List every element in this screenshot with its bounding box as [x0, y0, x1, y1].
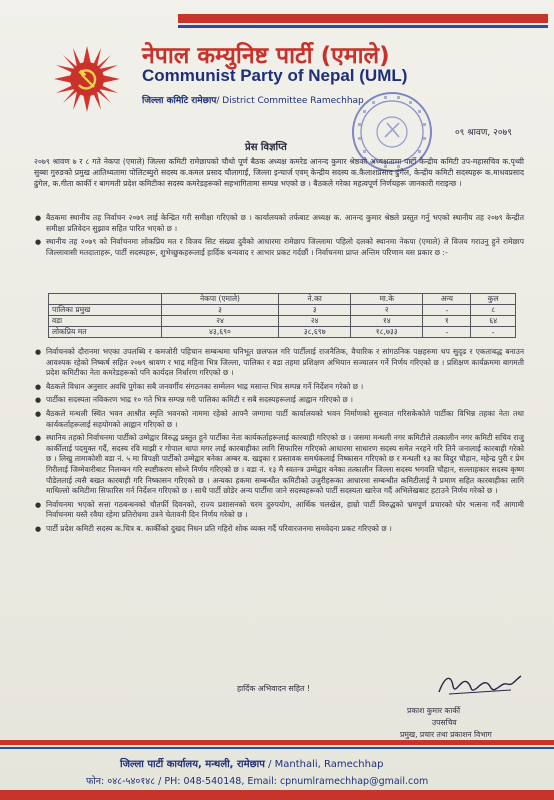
table-cell: वडा	[49, 316, 162, 327]
office-address	[120, 756, 383, 770]
list-item: ● बैठकले मन्थली स्थित भवन आश्रीत स्मृति भवनको नाममा रहेको आफ्नै जग्गामा पार्टी कार्यालयको भवन निर्माणको सुरुवात गरिसकेकोले पार्टीका विभिन्न तहका नेता तथा कार्यकर्ताहरूलाई सहयोगको आह्वान गरिएको छ ।	[46, 409, 524, 430]
list-item: ● पार्टी प्रदेश कमिटी सदस्य क.चित्र ब. कार्कीको दुखद निधन प्रति गहिरो शोक व्यक्त गर्दै परिवारजनमा समवेदना प्रकट गरिएको छ ।	[46, 524, 524, 535]
table-cell: १८,७३३	[351, 327, 423, 338]
footer-blue-stripe	[0, 747, 554, 749]
table-cell: -	[471, 327, 516, 338]
office-address-english: / Manthali, Ramechhap	[264, 759, 384, 770]
table-row	[49, 327, 516, 338]
table-header-cell: मा.के	[351, 294, 423, 305]
table-header-cell: कुल	[471, 294, 516, 305]
header-red-stripe	[178, 14, 548, 23]
table-header-cell: ने.का	[279, 294, 351, 305]
district-name-english: / District Committee Ramechhap	[216, 96, 364, 106]
signer-department: प्रमुख, प्रचार तथा प्रकाशन विभाग	[400, 730, 492, 739]
list-item: ● स्थानिय तहको निर्वाचनमा पार्टीको उम्मेद्वार विरुद्ध प्रस्तुत हुने पार्टीका नेता कार्यकर्ताहरूलाई कारबाही गरिएको छ । जसमा मन्थली नगर कमिटीले तत्कालीन नगर कमिटी सचिव राजु कार्कीलाई पदमुक्त गर्दै, सदस्य रवि माझी र गोपाल थापा मगर लाई कारबाहीका लागि सिफारिस गरिएको आधारमा साधारण सदस्य समेत नरहने गरि तिनै जनालाई कारबाही गरेको छ । लिखु तामाकोशी वडा नं. ५ मा विपक्षी पार्टीको उम्मेद्वार बनेका अम्बर ब. खड्का र प्रस्तावक समर्थकलाई निष्कासन गरिएको छ र मन्थली १३ का विदुर चौहान, महेन्द्र पुरी र प्रेम गिरीलाई जिम्मेवारीबाट निलम्बन गरि स्पष्टीकरण सोध्ने निर्णय गरिएको छ । वडा नं. १३ मै स्वतन्त्र उम्मेद्वार बनेका तत्कालीन जिल्ला सदस्य भगवति चौहान, सल्लाहकार सदस्य कृष्ण पौडेललाई त्यसै बखत कारबाही गरि निष्कासन गरिएको छ । अन्यका हकमा सम्बन्धीत कमिटीको उजुरीहरूका आधारमा सम्बन्धीत कमिटीलाई नै प्रमाण सहित कारबाहीका लागि माथिल्लो कमिटीमा सिफारिस गर्न निर्देशन गरिएको छ । साथै पार्टी छोडेर अन्य पार्टीमा जाने सदस्यहरूको पार्टी सदस्यता खारेज गर्दै अभिलेखबाट हटाउने निर्णय गरेको छ ।	[46, 433, 524, 497]
footer-red-stripe	[0, 740, 554, 745]
table-header-row	[49, 294, 516, 305]
page-title: प्रेस विज्ञप्ति	[245, 142, 287, 153]
list-item: ● पार्टीका सदस्यता नविकरण भाद्र १० गते भित्र सम्पन्न गरी पालिका कमिटी र सबै सदस्यहरूलाई आह्वान गरिएको छ ।	[46, 395, 524, 406]
list-item: ● निर्वाचनको दौरानमा भएका उपलब्धि र कमजोरी पहिचान सम्बन्धमा घनिभूत छलफल गरि पार्टीलाई राजनैतिक, वैचारिक र सांगठनिक पक्षहरुमा थप सुदृढ र एकताबद्ध बनाउन आवश्यक रहेको निष्कर्ष सहित २०७९ श्रावण र भाद्र महिना भित्र जिल्ला, पालिका र वडा तहमा प्रशिक्षण अभियान सञ्चालन गर्ने निर्णय गरिएको छ । प्रशिक्षण कार्यक्रममा बागमती प्रदेश कमिटीका नेता कमरेडहरूको पनि कार्यदल निर्धारण गरिएको छ ।	[46, 347, 524, 379]
release-date: ०९ श्रावण, २०७९	[455, 128, 512, 138]
table-cell: -	[423, 327, 471, 338]
header-blue-stripe	[178, 25, 548, 28]
list-item: ● बैठकले विधान अनुसार अवधि पुगेका सबै जनवर्गीय संगठनका सम्मेलन भाद्र मसान्त भित्र सम्पन्न गर्ने निर्देशन गरेको छ ।	[46, 382, 524, 393]
signer-name: प्रकाश कुमार कार्की	[407, 706, 461, 715]
party-name-english: Communist Party of Nepal (UML)	[142, 66, 408, 85]
intro-paragraph: २०७९ श्रावण ७ र ८ गते नेकपा (एमाले) जिल्ला कमिटी रामेछापको चौथो पूर्ण बैठक अध्यक्ष कमरेड आनन्द कुमार श्रेष्ठको अध्यक्षतामा पार्टी केन्द्रीय कमिटी उप-महासचिव क.पृथ्वी सुब्बा गुरुङको प्रमुख आतिथ्यतामा पोलिटब्युरो सदस्य क.कमल प्रसाद चौलागाईं, जिल्ला इन्चार्ज एवम् केन्द्रीय सदस्य क.कैलाशप्रसाद ढुंगेल, केन्द्रीय कमिटी सदस्यहरू क.माधवप्रसाद ढुंगेल, क.गीता कार्की र बागमती प्रदेश कमिटीका सदस्य कमरेडहरूको सहभागितामा सम्पन्न भएको छ । बैठकले गरेका महत्वपूर्ण निर्णयहरू जानकारी गराइन्छ ।	[34, 157, 524, 188]
footer-band	[0, 790, 554, 800]
election-results-table	[48, 293, 516, 338]
table-cell: २४	[279, 316, 351, 327]
signer-title: उपसचिव	[432, 718, 457, 727]
table-cell: ३८,६९७	[279, 327, 351, 338]
table-cell: ८	[471, 305, 516, 316]
list-item: ● निर्वाचनमा भएको सत्ता गठबन्धनको चौतर्फी दिवनको, राज्य प्रशासनको चरम दुरुपयोग, आर्थिक चलखेल, हाम्रो पार्टी विरुद्धको भ्रमपूर्ण प्रचारको घोर भत्सना गर्दै आगामी निर्वाचनमा यस्तै रवैया रहेमा प्रतिरोधमा उत्रने चेतावनी दिन निर्णय गरेको छ ।	[46, 500, 524, 521]
decision-list-after-table	[34, 347, 524, 538]
party-name-nepali: नेपाल कम्युनिष्ट पार्टी (एमाले)	[142, 43, 390, 69]
table-row	[49, 316, 516, 327]
decision-list-before-table	[34, 213, 524, 261]
district-name-nepali: जिल्ला कमिटि रामेछाप	[142, 96, 217, 106]
list-item: ● स्थानीय तह २०७९ को निर्वाचनमा लोकप्रिय मत र विजय सिट संख्या दुवैको आधारमा रामेछाप जिल्लामा पहिलो दलको स्थानमा नेकपा (एमाले) ले विजय गराउनु हुने रामेछाप जिल्लावासी मतदाताहरू, पार्टी सदस्यहरू, शुभेच्छुकहरूलाई हार्दिक धन्यवाद र आभार प्रकट गर्दछौं । निर्वाचनमा प्राप्त अन्तिम परिणाम यस प्रकार छ :-	[46, 237, 524, 258]
table-cell: ४३,६९०	[161, 327, 278, 338]
contact-info: फोन: ०४८-५४०१४८ / PH: 048-540148, Email: cpnumlramechhap@gmail.com	[86, 776, 429, 787]
list-item: ● बैठकमा स्थानीय तह निर्वाचन २०७९ लाई केन्द्रित गरी समीक्षा गरिएको छ । कार्यालयको तर्फबाट अध्यक्ष क. आनन्द कुमार श्रेष्ठले प्रस्तुत गर्नु भएको स्थानीय तह २०७९ केन्द्रीत समीक्षा प्रतिवेदन सुझाव सहित पारित भएको छ ।	[46, 213, 524, 234]
handwritten-signature-icon	[435, 668, 525, 702]
table-cell: ३	[279, 305, 351, 316]
table-cell: १	[423, 316, 471, 327]
table-cell: पालिका प्रमुख	[49, 305, 162, 316]
table-cell: ६४	[471, 316, 516, 327]
table-cell: लोकप्रिय मत	[49, 327, 162, 338]
table-cell: १४	[351, 316, 423, 327]
table-cell: २	[351, 305, 423, 316]
table-cell: २४	[161, 316, 278, 327]
closing-greeting: हार्दिक अभिवादन सहित !	[237, 684, 311, 693]
table-cell: -	[423, 305, 471, 316]
hammer-sickle-star-icon	[52, 44, 122, 114]
district-committee-label	[142, 93, 364, 106]
table-header-cell	[49, 294, 162, 305]
table-row	[49, 305, 516, 316]
table-header-cell: अन्य	[423, 294, 471, 305]
table-header-cell: नेकपा (एमाले)	[161, 294, 278, 305]
table-cell: ३	[161, 305, 278, 316]
office-address-nepali: जिल्ला पार्टी कार्यालय, मन्थली, रामेछाप	[120, 759, 265, 770]
